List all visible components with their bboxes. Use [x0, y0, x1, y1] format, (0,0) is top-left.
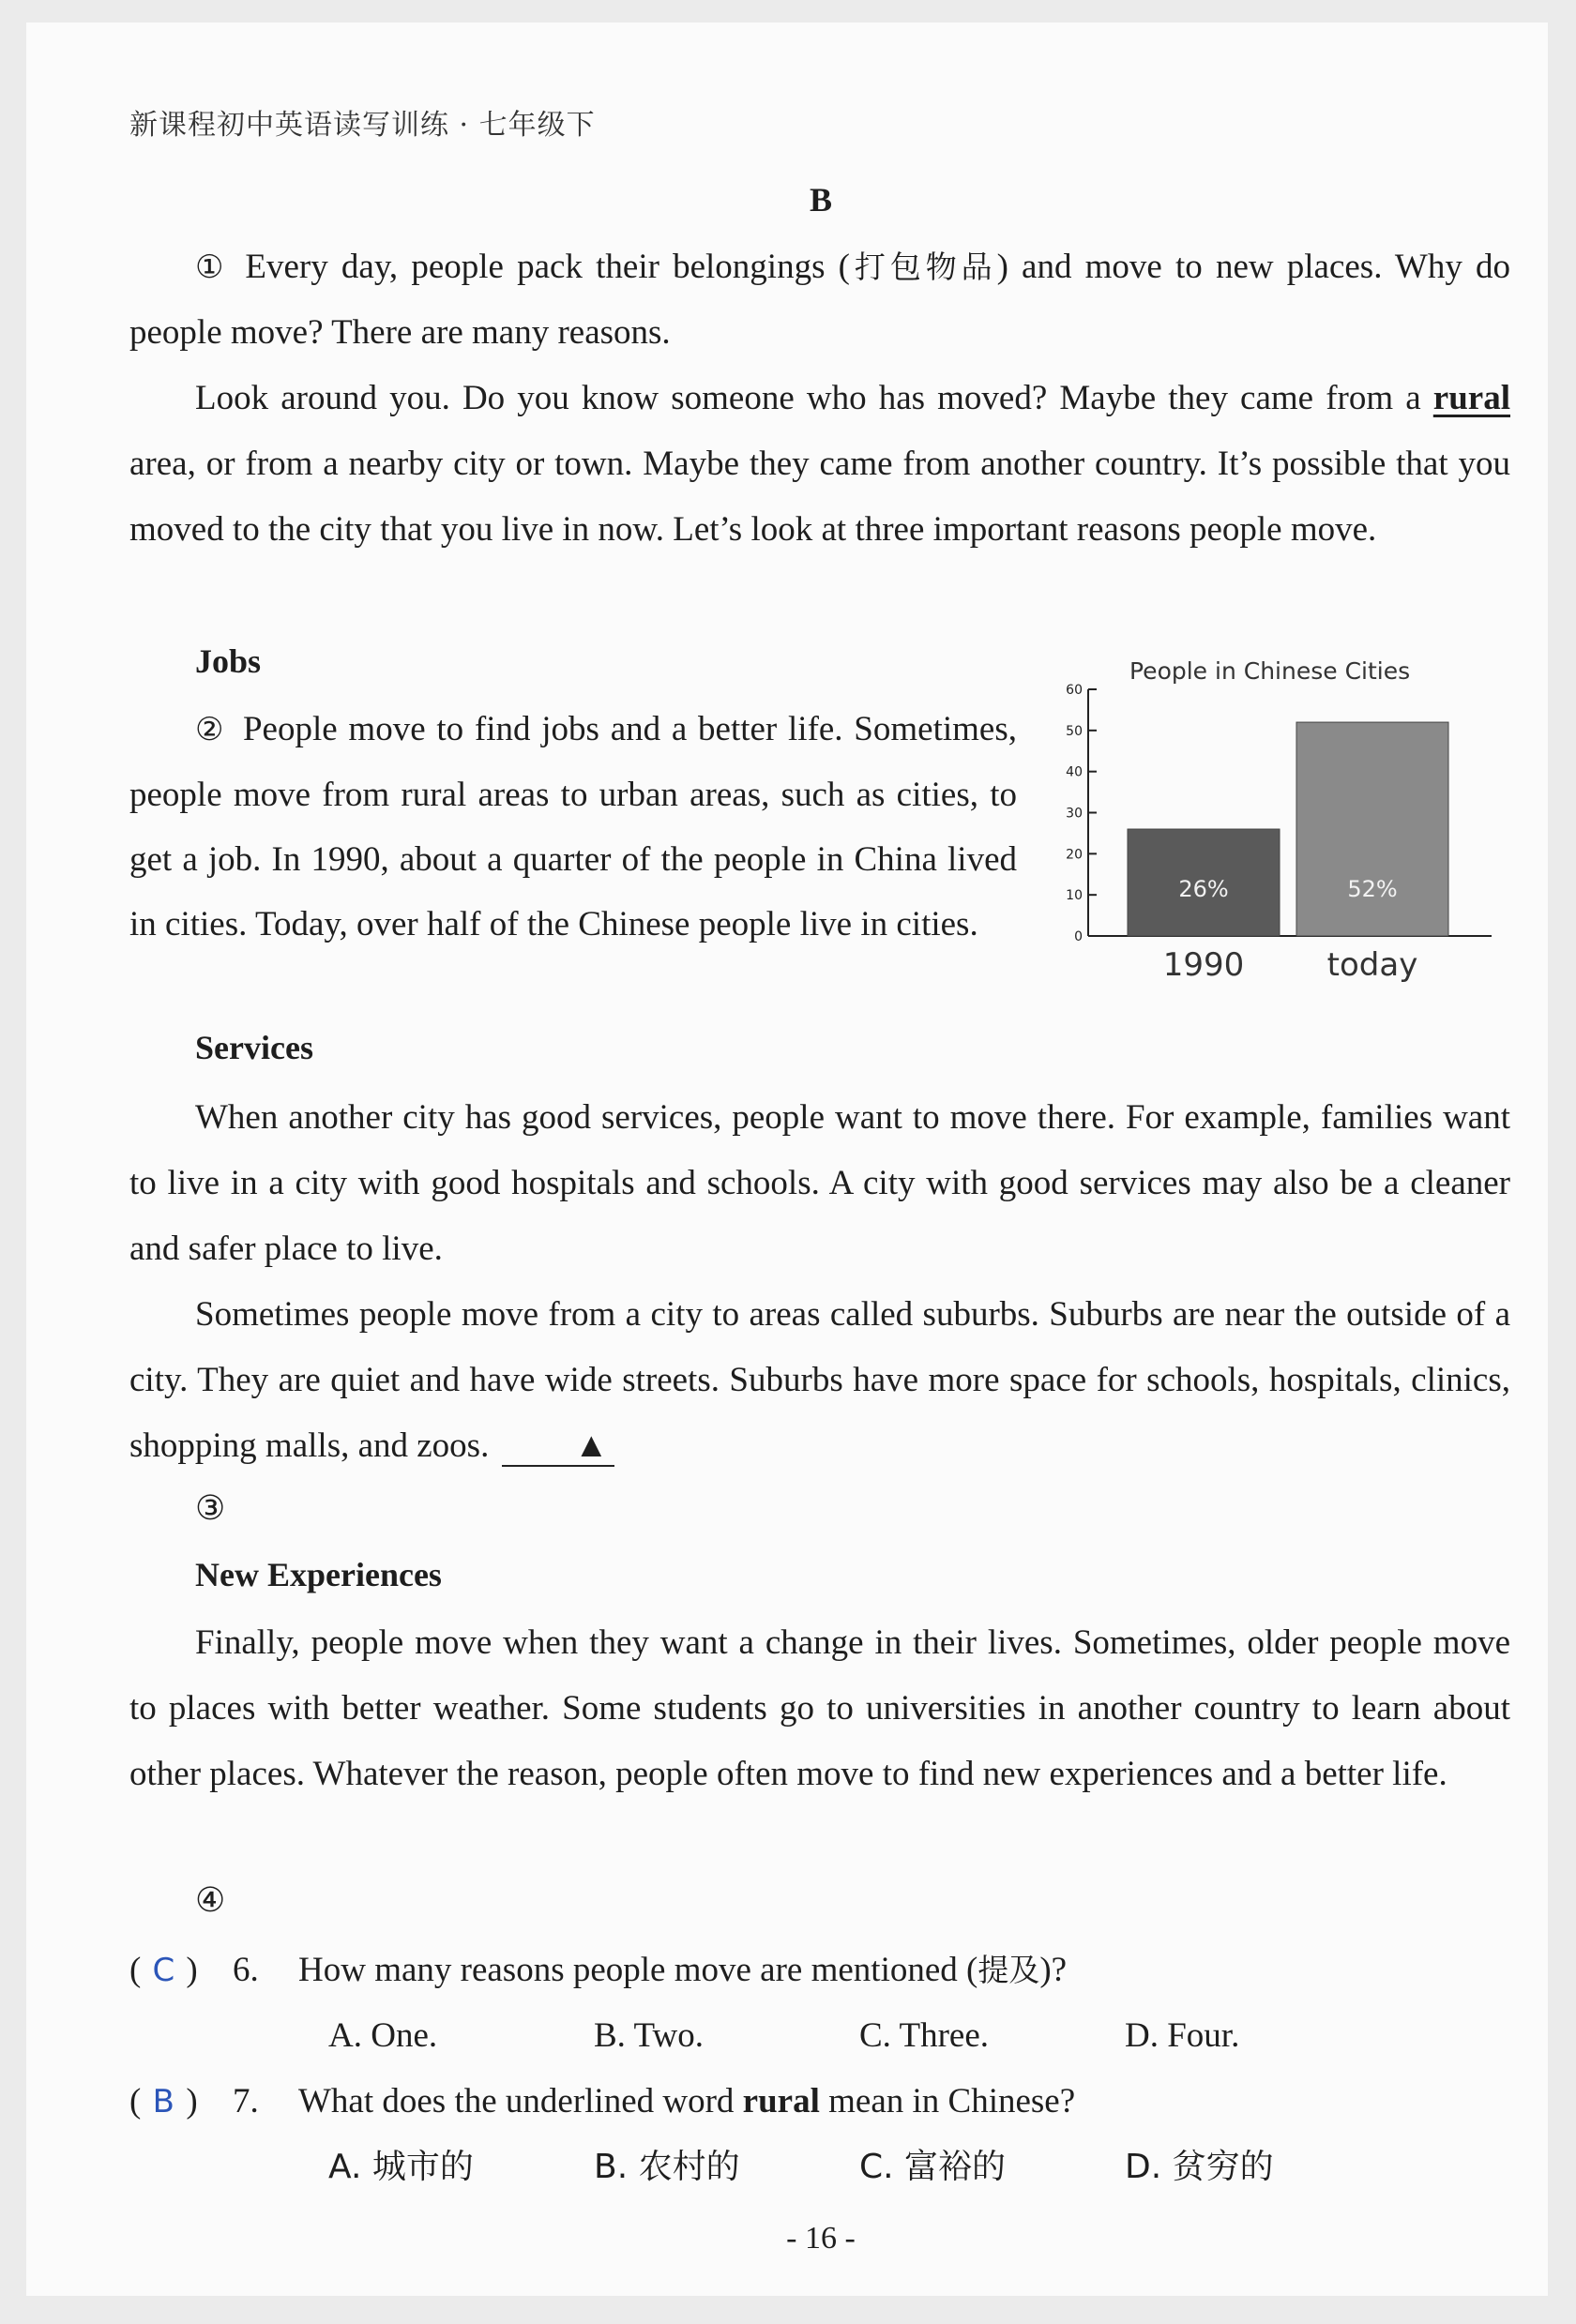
services-paragraph-1: When another city has good services, people want to move there. For example, families want to live in a city with good hospitals and schools. A city with good services may also be a cleaner and safer place to live.: [129, 1098, 1510, 1268]
page-number: - 16 -: [786, 2221, 856, 2256]
y-tick-label: 60: [1066, 683, 1083, 698]
x-category-label: 1990: [1162, 946, 1245, 984]
intro-block: [129, 234, 1510, 563]
chinese-gloss: 提及: [977, 1952, 1040, 1988]
option-c[interactable]: C. Three.: [859, 2016, 990, 2055]
question-6-options: [328, 2013, 1390, 2060]
answer-mark: B: [152, 2083, 174, 2120]
bold-word-rural: rural: [742, 2082, 820, 2120]
answer-slot: ( C ): [129, 1947, 233, 1994]
y-tick-label: 10: [1066, 888, 1083, 904]
heading-services: Services: [195, 1029, 313, 1066]
option-d[interactable]: D. 贫穷的: [1125, 2148, 1274, 2186]
y-tick-label: 0: [1074, 929, 1083, 944]
chinese-gloss: 打包物品: [849, 249, 997, 285]
chart-bars: [1128, 722, 1448, 984]
heading-jobs: Jobs: [195, 642, 262, 680]
bar-data-label: 26%: [1178, 876, 1229, 902]
paragraph-number-1: ①: [195, 249, 229, 286]
option-a[interactable]: A. 城市的: [328, 2148, 474, 2186]
jobs-block: [129, 697, 1017, 957]
chart-title: People in Chinese Cities: [1129, 657, 1411, 685]
x-category-label: today: [1326, 946, 1418, 984]
option-c[interactable]: C. 富裕的: [859, 2148, 1007, 2186]
triangle-icon: ▲: [574, 1426, 609, 1465]
question-6: ( C ) 6. How many reasons people move are mentioned (提及)?: [129, 1947, 1067, 1994]
question-number: 7.: [233, 2082, 259, 2120]
bar-data-label: 52%: [1347, 876, 1398, 902]
intro-paragraph-1: ① Every day, people pack their belongings (打包物品) and move to new places. Why do people move? There are many reasons.: [129, 248, 1511, 352]
jobs-paragraph: ② People move to find jobs and a better life. Sometimes, people move from rural areas to urban areas, such as cities, to get a job. In 1990, about a quarter of the people in China lived in cities. Today, over half of the Chinese people live in cities.: [129, 710, 1017, 943]
gap-marker-4: ④: [195, 1881, 226, 1920]
gap-marker-3: ③: [195, 1489, 226, 1528]
intro-paragraph-2: Look around you. Do you know someone who has moved? Maybe they came from a rural area, or from a nearby city or town. Maybe they came from another country. It’s possible that you moved to the city that you live in now. Let’s look at three important reasons people move.: [129, 379, 1510, 549]
question-7-options: [328, 2144, 1390, 2191]
bar-today: [1296, 722, 1448, 936]
option-d[interactable]: D. Four.: [1125, 2016, 1240, 2055]
y-tick-label: 40: [1066, 764, 1083, 780]
paragraph-number-2: ②: [195, 711, 226, 748]
heading-new-experiences: New Experiences: [195, 1556, 442, 1593]
answer-blank[interactable]: [502, 1427, 614, 1467]
services-block: [129, 1085, 1510, 1479]
y-tick-label: 20: [1066, 847, 1083, 863]
section-letter: B: [809, 181, 832, 219]
new-experiences-block: [129, 1610, 1510, 1807]
option-a[interactable]: A. One.: [328, 2016, 438, 2055]
question-number: 6.: [233, 1951, 259, 1989]
underlined-word-rural: rural: [1432, 379, 1510, 417]
option-b[interactable]: B. 农村的: [594, 2148, 740, 2186]
option-b[interactable]: B. Two.: [594, 2016, 704, 2055]
answer-slot: ( B ): [129, 2078, 233, 2125]
question-7: ( B ) 7. What does the underlined word rural mean in Chinese?: [129, 2078, 1075, 2125]
page-header: 新课程初中英语读写训练 · 七年级下: [129, 109, 596, 142]
new-experiences-paragraph: Finally, people move when they want a change in their lives. Sometimes, older people move to places with better weather. Some students go to universities in another country to learn about other places. Whatever the reason, people often move to find new experiences and a better life.: [129, 1623, 1510, 1793]
y-tick-label: 30: [1066, 806, 1083, 822]
answer-mark: C: [152, 1952, 175, 1989]
bar-chart: [1043, 647, 1512, 1013]
y-tick-label: 50: [1066, 723, 1083, 739]
services-paragraph-2: Sometimes people move from a city to areas called suburbs. Suburbs are near the outside of a city. They are quiet and have wide streets. Suburbs have more space for schools, hospitals, clinics, shopping malls, and zoos. ▲: [129, 1295, 1510, 1465]
